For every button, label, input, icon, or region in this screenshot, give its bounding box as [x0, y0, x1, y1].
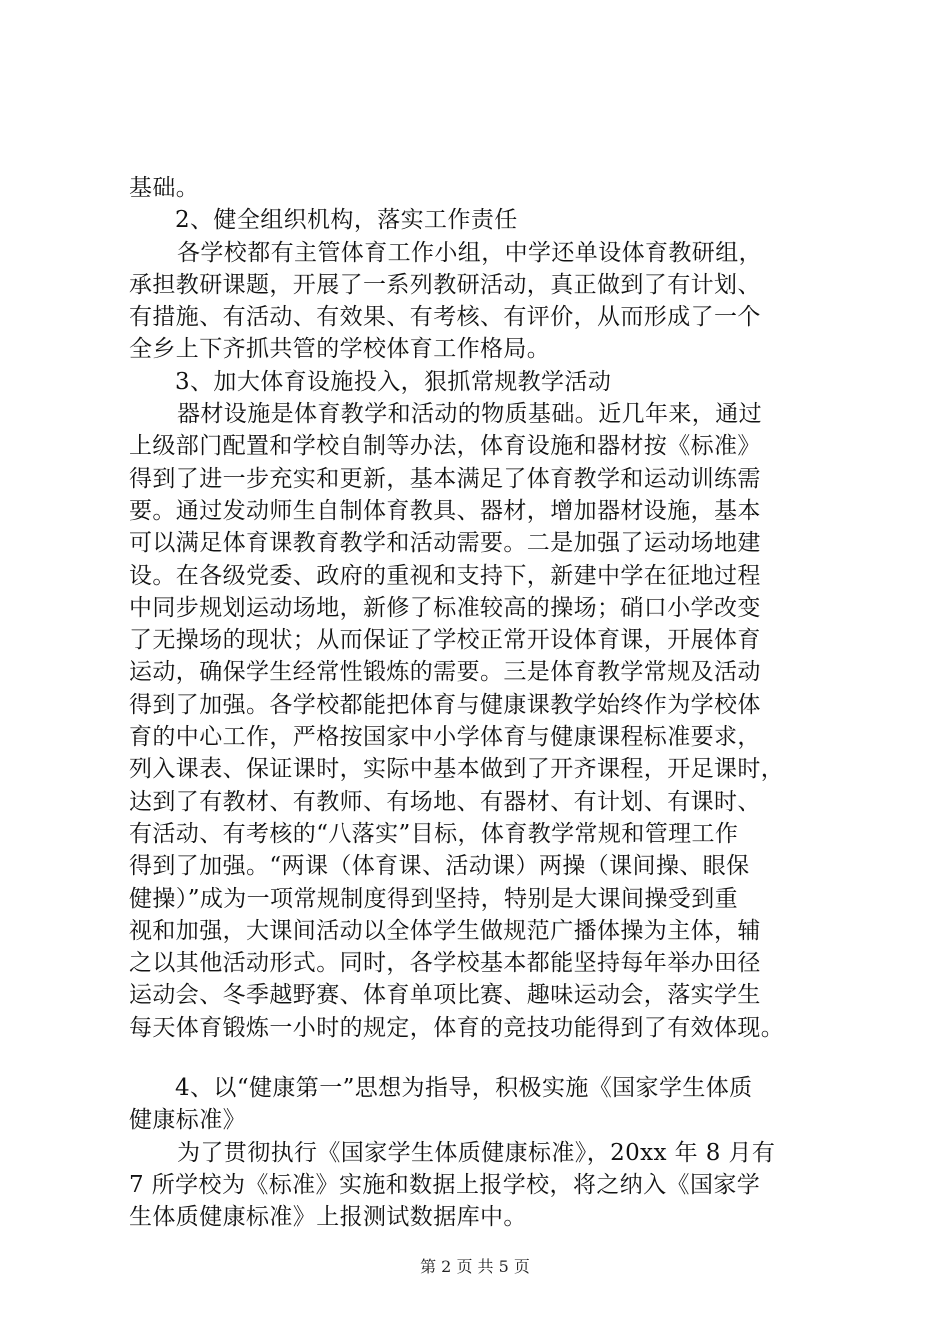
paragraph-line: 7 所学校为《标准》实施和数据上报学校，将之纳入《国家学 [129, 1171, 761, 1198]
paragraph-line: 器材设施是体育教学和活动的物质基础。近几年来，通过 [177, 401, 762, 428]
paragraph-line: 每天体育锻炼一小时的规定，体育的竞技功能得到了有效体现。 [129, 1014, 785, 1041]
paragraph-line: 各学校都有主管体育工作小组，中学还单设体育教研组， [177, 239, 762, 266]
paragraph-line: 得到了加强。各学校都能把体育与健康课教学始终作为学校体 [129, 691, 761, 718]
paragraph-line: 为了贯彻执行《国家学生体质健康标准》，20xx 年 8 月有 [177, 1139, 776, 1166]
section-heading: 3、加大体育设施投入，狠抓常规教学活动 [175, 368, 612, 395]
paragraph-line: 得到了加强。“两课（体育课、活动课）两操（课间操、眼保 [129, 853, 750, 880]
paragraph-line: 了无操场的现状；从而保证了学校正常开设体育课，开展体育 [129, 627, 761, 654]
section-heading: 4、以“健康第一”思想为指导，积极实施《国家学生体质 [175, 1075, 753, 1102]
paragraph-line: 有活动、有考核的“八落实”目标，体育教学常规和管理工作 [129, 820, 739, 847]
paragraph-line: 要。通过发动师生自制体育教具、器材，增加器材设施，基本 [129, 497, 761, 524]
paragraph-line: 达到了有教材、有教师、有场地、有器材、有计划、有课时、 [129, 788, 761, 815]
paragraph-gap [129, 1044, 829, 1072]
section-heading-continued: 健康标准》 [129, 1107, 246, 1134]
page-number-footer: 第 2 页 共 5 页 [420, 1257, 530, 1276]
document-body [129, 172, 829, 1234]
paragraph-line: 视和加强，大课间活动以全体学生做规范广播体操为主体，辅 [129, 917, 761, 944]
paragraph-line: 上级部门配置和学校自制等办法，体育设施和器材按《标准》 [129, 433, 761, 460]
paragraph-line: 运动会、冬季越野赛、体育单项比赛、趣味运动会，落实学生 [129, 982, 761, 1009]
paragraph-line: 有措施、有活动、有效果、有考核、有评价，从而形成了一个 [129, 304, 761, 331]
paragraph-line: 可以满足体育课教育教学和活动需要。二是加强了运动场地建 [129, 530, 761, 557]
paragraph-line: 基础。 [129, 175, 200, 201]
paragraph-line: 得到了进一步充实和更新，基本满足了体育教学和运动训练需 [129, 465, 761, 492]
paragraph-line: 全乡上下齐抓共管的学校体育工作格局。 [129, 336, 551, 363]
paragraph-line: 育的中心工作，严格按国家中小学体育与健康课程标准要求， [129, 724, 761, 751]
paragraph-line: 健操）”成为一项常规制度得到坚持，特别是大课间操受到重 [129, 885, 739, 912]
paragraph-line: 列入课表、保证课时，实际中基本做到了开齐课程，开足课时， [129, 756, 785, 783]
paragraph-line: 承担教研课题，开展了一系列教研活动，真正做到了有计划、 [129, 271, 761, 298]
paragraph-line: 中同步规划运动场地，新修了标准较高的操场；硝口小学改变 [129, 594, 761, 621]
paragraph-line: 生体质健康标准》上报测试数据库中。 [129, 1204, 527, 1231]
paragraph-line: 运动，确保学生经常性锻炼的需要。三是体育教学常规及活动 [129, 659, 761, 686]
paragraph-line: 设。在各级党委、政府的重视和支持下，新建中学在征地过程 [129, 562, 761, 589]
section-heading: 2、健全组织机构，落实工作责任 [175, 207, 518, 234]
paragraph-line: 之以其他活动形式。同时，各学校基本都能坚持每年举办田径 [129, 950, 761, 977]
